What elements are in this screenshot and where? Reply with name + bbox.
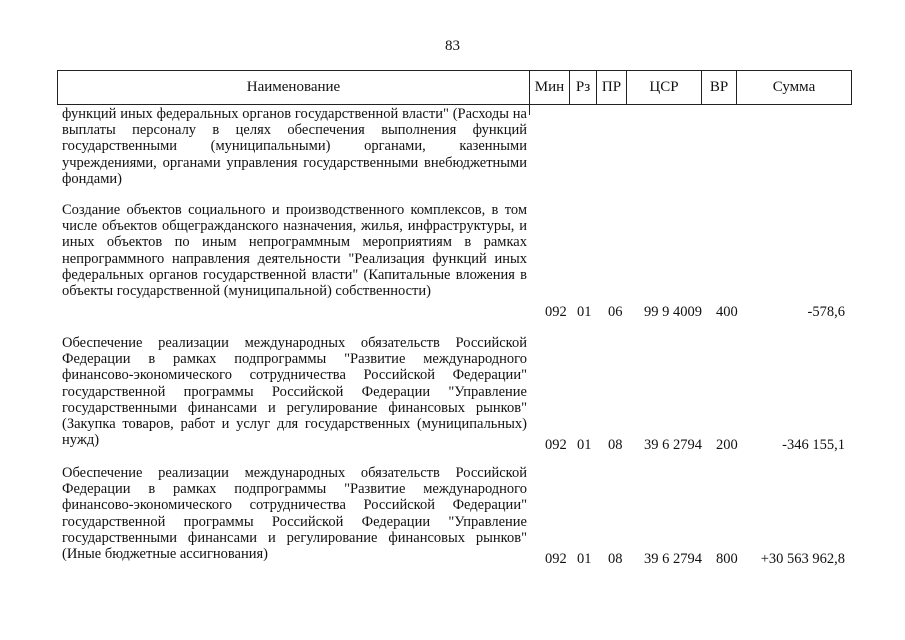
cell-pr: 08 (608, 437, 623, 453)
cell-vr: 400 (716, 304, 738, 320)
cell-pr: 08 (608, 551, 623, 567)
header-name: Наименование (58, 71, 530, 104)
cell-sum: -578,6 (807, 304, 845, 320)
cell-csr: 39 6 2794 (644, 437, 702, 453)
header-min: Мин (530, 71, 570, 104)
table-header (57, 70, 852, 105)
table-row-name: функций иных федеральных органов государственной власти" (Расходы на выплаты персоналу в целях обеспечения выполнения функций государственными (муниципальными) органами, казенными учреждениями, органами управления государственными внебюджетными фондами) (62, 106, 527, 187)
header-csr: ЦСР (627, 71, 702, 104)
header-rz: Рз (570, 71, 597, 104)
cell-min: 092 (545, 304, 567, 320)
cell-csr: 99 9 4009 (644, 304, 702, 320)
cell-sum: -346 155,1 (782, 437, 845, 453)
cell-min: 092 (545, 551, 567, 567)
header-vr: ВР (702, 71, 737, 104)
cell-vr: 200 (716, 437, 738, 453)
header-pr: ПР (597, 71, 627, 104)
cell-pr: 06 (608, 304, 623, 320)
table-row-name: Обеспечение реализации международных обязательств Российской Федерации в рамках подпрограммы "Развитие международного финансово-экономического сотрудничества Российской Федерации" государственной программы Российской Федерации "Управление государственными финансами и регулирование финансовых рынков" (Закупка товаров, работ и услуг для государственных (муниципальных) нужд) (62, 335, 527, 449)
table-row-name: Обеспечение реализации международных обязательств Российской Федерации в рамках подпрограммы "Развитие международного финансово-экономического сотрудничества Российской Федерации" государственной программы Российской Федерации "Управление государственными финансами и регулирование финансовых рынков" (Иные бюджетные ассигнования) (62, 465, 527, 563)
header-sum: Сумма (737, 71, 852, 104)
cell-vr: 800 (716, 551, 738, 567)
cell-csr: 39 6 2794 (644, 551, 702, 567)
column-divider (529, 103, 530, 115)
cell-rz: 01 (577, 304, 592, 320)
cell-rz: 01 (577, 437, 592, 453)
cell-sum: +30 563 962,8 (760, 551, 845, 567)
page-number: 83 (445, 38, 460, 54)
table-row-name: Создание объектов социального и производственного комплексов, в том числе объектов общегражданского назначения, жилья, инфраструктуры, и иных объектов по иным непрограммным мероприятиям в рамках непрограммного направления деятельности "Реализация функций иных федеральных органов государственной власти" (Капитальные вложения в объекты государственной (муниципальной) собственности) (62, 202, 527, 300)
cell-min: 092 (545, 437, 567, 453)
cell-rz: 01 (577, 551, 592, 567)
